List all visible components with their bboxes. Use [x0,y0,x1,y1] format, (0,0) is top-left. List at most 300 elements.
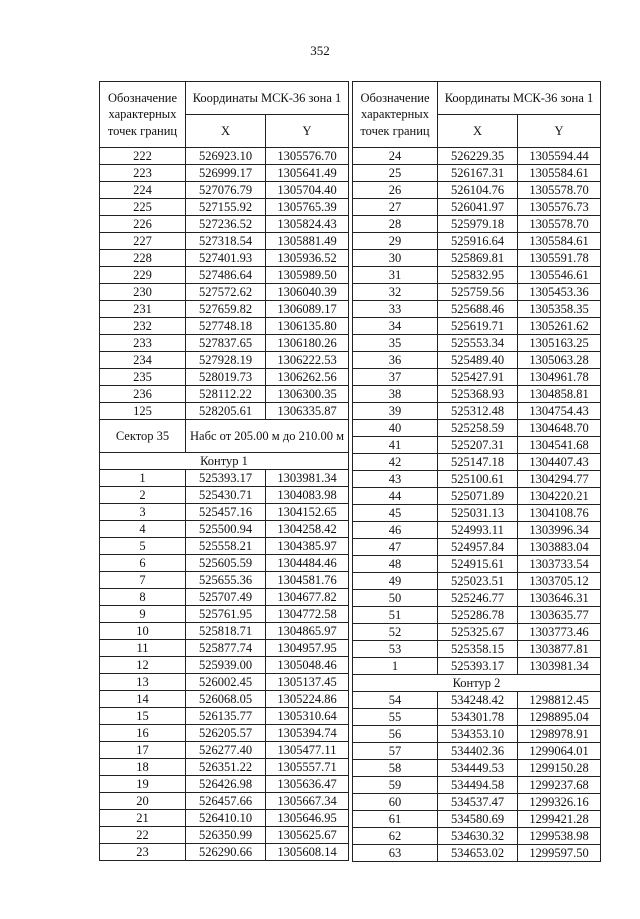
x-coordinate-cell: 525558.21 [186,538,266,555]
page-number: 352 [310,43,330,58]
point-id-cell: 6 [100,555,186,572]
sector-row [100,420,349,453]
x-coordinate-cell: 534402.36 [438,743,518,760]
point-id-cell: 45 [353,505,438,522]
table-row [353,437,601,454]
y-coordinate-cell: 1305704.40 [266,182,349,199]
x-coordinate-cell: 525553.34 [438,335,518,352]
point-id-cell: 233 [100,335,186,352]
point-id-cell: 234 [100,352,186,369]
y-coordinate-cell: 1299150.28 [518,760,601,777]
x-coordinate-cell: 525368.93 [438,386,518,403]
point-id-cell: 58 [353,760,438,777]
table-row [100,318,349,335]
table-row [353,250,601,267]
x-coordinate-cell: 525869.81 [438,250,518,267]
point-id-cell: 14 [100,691,186,708]
point-id-cell: 31 [353,267,438,284]
point-id-cell: 4 [100,521,186,538]
point-id-cell: 57 [353,743,438,760]
x-coordinate-cell: 525312.48 [438,403,518,420]
x-coordinate-cell: 525147.18 [438,454,518,471]
point-id-cell: 1 [100,470,186,487]
table-row [353,165,601,182]
table-row [353,267,601,284]
x-coordinate-cell: 526999.17 [186,165,266,182]
sector-label: Сектор 35 [100,420,186,453]
x-coordinate-cell: 525393.17 [438,658,518,675]
point-id-cell: 37 [353,369,438,386]
table-row [353,522,601,539]
y-coordinate-cell: 1305578.70 [518,216,601,233]
table-row [353,607,601,624]
x-coordinate-cell: 525655.36 [186,572,266,589]
y-coordinate-cell: 1304258.42 [266,521,349,538]
table-row [353,318,601,335]
x-coordinate-cell: 526410.10 [186,810,266,827]
table-row [353,777,601,794]
y-coordinate-cell: 1304108.76 [518,505,601,522]
table-row [353,301,601,318]
y-coordinate-cell: 1306180.26 [266,335,349,352]
x-coordinate-cell: 527928.19 [186,352,266,369]
point-id-cell: 18 [100,759,186,776]
y-coordinate-cell: 1303996.34 [518,522,601,539]
header-y: Y [266,115,349,148]
table-row [353,199,601,216]
point-id-cell: 38 [353,386,438,403]
y-coordinate-cell: 1305824.43 [266,216,349,233]
point-id-cell: 2 [100,487,186,504]
y-coordinate-cell: 1305641.49 [266,165,349,182]
y-coordinate-cell: 1306089.17 [266,301,349,318]
table-row [353,454,601,471]
x-coordinate-cell: 527236.52 [186,216,266,233]
x-coordinate-cell: 534248.42 [438,692,518,709]
y-coordinate-cell: 1303877.81 [518,641,601,658]
y-coordinate-cell: 1299237.68 [518,777,601,794]
y-coordinate-cell: 1305591.78 [518,250,601,267]
y-coordinate-cell: 1305667.34 [266,793,349,810]
x-coordinate-cell: 525393.17 [186,470,266,487]
x-coordinate-cell: 527155.92 [186,199,266,216]
y-coordinate-cell: 1306262.56 [266,369,349,386]
x-coordinate-cell: 534449.53 [438,760,518,777]
table-row [100,810,349,827]
y-coordinate-cell: 1304541.68 [518,437,601,454]
header-x: X [438,115,518,148]
x-coordinate-cell: 525916.64 [438,233,518,250]
y-coordinate-cell: 1299326.16 [518,794,601,811]
contour-label: Контур 1 [100,453,349,470]
point-id-cell: 49 [353,573,438,590]
point-id-cell: 223 [100,165,186,182]
y-coordinate-cell: 1298895.04 [518,709,601,726]
x-coordinate-cell: 525207.31 [438,437,518,454]
x-coordinate-cell: 526104.76 [438,182,518,199]
table-row [100,521,349,538]
x-coordinate-cell: 525358.15 [438,641,518,658]
x-coordinate-cell: 525457.16 [186,504,266,521]
point-id-cell: 22 [100,827,186,844]
x-coordinate-cell: 525500.94 [186,521,266,538]
y-coordinate-cell: 1305453.36 [518,284,601,301]
point-id-cell: 33 [353,301,438,318]
table-row [353,403,601,420]
point-id-cell: 20 [100,793,186,810]
point-id-cell: 5 [100,538,186,555]
point-id-cell: 59 [353,777,438,794]
y-coordinate-cell: 1305636.47 [266,776,349,793]
x-coordinate-cell: 527318.54 [186,233,266,250]
point-id-cell: 24 [353,148,438,165]
x-coordinate-cell: 528205.61 [186,403,266,420]
y-coordinate-cell: 1304220.21 [518,488,601,505]
table-row [100,165,349,182]
table-row [353,709,601,726]
point-id-cell: 43 [353,471,438,488]
point-id-cell: 48 [353,556,438,573]
y-coordinate-cell: 1305608.14 [266,844,349,861]
point-id-cell: 236 [100,386,186,403]
point-id-cell: 47 [353,539,438,556]
table-row [353,352,601,369]
point-id-cell: 55 [353,709,438,726]
point-id-cell: 16 [100,725,186,742]
y-coordinate-cell: 1305881.49 [266,233,349,250]
x-coordinate-cell: 534630.32 [438,828,518,845]
y-coordinate-cell: 1305358.35 [518,301,601,318]
table-row [353,726,601,743]
x-coordinate-cell: 525427.91 [438,369,518,386]
x-coordinate-cell: 525707.49 [186,589,266,606]
table-row [100,352,349,369]
contour-row [100,453,349,470]
y-coordinate-cell: 1305576.73 [518,199,601,216]
point-id-cell: 26 [353,182,438,199]
y-coordinate-cell: 1303981.34 [518,658,601,675]
x-coordinate-cell: 526002.45 [186,674,266,691]
y-coordinate-cell: 1305584.61 [518,165,601,182]
table-row [353,811,601,828]
contour-label: Контур 2 [353,675,601,692]
point-id-cell: 225 [100,199,186,216]
table-row [353,148,601,165]
y-coordinate-cell: 1304385.97 [266,538,349,555]
point-id-cell: 52 [353,624,438,641]
y-coordinate-cell: 1303773.46 [518,624,601,641]
table-row [353,284,601,301]
x-coordinate-cell: 525759.56 [438,284,518,301]
x-coordinate-cell: 525832.95 [438,267,518,284]
table-row [100,487,349,504]
x-coordinate-cell: 526457.66 [186,793,266,810]
y-coordinate-cell: 1304152.65 [266,504,349,521]
x-coordinate-cell: 525031.13 [438,505,518,522]
table-row [353,233,601,250]
point-id-cell: 61 [353,811,438,828]
table-row [100,793,349,810]
point-id-cell: 13 [100,674,186,691]
x-coordinate-cell: 526135.77 [186,708,266,725]
y-coordinate-cell: 1306300.35 [266,386,349,403]
table-row [100,623,349,640]
point-id-cell: 3 [100,504,186,521]
table-row [100,657,349,674]
y-coordinate-cell: 1305137.45 [266,674,349,691]
point-id-cell: 8 [100,589,186,606]
point-id-cell: 23 [100,844,186,861]
x-coordinate-cell: 534353.10 [438,726,518,743]
y-coordinate-cell: 1305578.70 [518,182,601,199]
table-row [353,335,601,352]
table-row [100,335,349,352]
point-id-cell: 226 [100,216,186,233]
contour-row [353,675,601,692]
table-row [353,828,601,845]
table-row [353,539,601,556]
y-coordinate-cell: 1306222.53 [266,352,349,369]
x-coordinate-cell: 526351.22 [186,759,266,776]
point-id-cell: 25 [353,165,438,182]
table-row [100,504,349,521]
y-coordinate-cell: 1304581.76 [266,572,349,589]
table-row [100,691,349,708]
table-row [100,776,349,793]
table-row [100,674,349,691]
point-id-cell: 17 [100,742,186,759]
point-id-cell: 46 [353,522,438,539]
point-id-cell: 10 [100,623,186,640]
table-row [353,556,601,573]
point-id-cell: 232 [100,318,186,335]
coordinates-table-right [352,81,601,862]
y-coordinate-cell: 1298978.91 [518,726,601,743]
table-row [100,233,349,250]
table-row [100,538,349,555]
y-coordinate-cell: 1305048.46 [266,657,349,674]
header-designation: Обозначение характерных точек границ [353,82,438,148]
point-id-cell: 222 [100,148,186,165]
table-row [353,624,601,641]
y-coordinate-cell: 1305394.74 [266,725,349,742]
point-id-cell: 7 [100,572,186,589]
y-coordinate-cell: 1305594.44 [518,148,601,165]
x-coordinate-cell: 527837.65 [186,335,266,352]
y-coordinate-cell: 1305584.61 [518,233,601,250]
table-row [100,844,349,861]
x-coordinate-cell: 527572.62 [186,284,266,301]
point-id-cell: 39 [353,403,438,420]
point-id-cell: 21 [100,810,186,827]
table-row [100,386,349,403]
table-row [100,403,349,420]
x-coordinate-cell: 526350.99 [186,827,266,844]
point-id-cell: 30 [353,250,438,267]
x-coordinate-cell: 526229.35 [438,148,518,165]
y-coordinate-cell: 1305063.28 [518,352,601,369]
x-coordinate-cell: 534653.02 [438,845,518,862]
y-coordinate-cell: 1298812.45 [518,692,601,709]
point-id-cell: 227 [100,233,186,250]
y-coordinate-cell: 1305546.61 [518,267,601,284]
table-row [100,742,349,759]
table-row [353,182,601,199]
point-id-cell: 19 [100,776,186,793]
sector-elevation-range: Набс от 205.00 м до 210.00 м [186,420,349,453]
table-row [100,708,349,725]
x-coordinate-cell: 526041.97 [438,199,518,216]
x-coordinate-cell: 526923.10 [186,148,266,165]
table-row [100,759,349,776]
x-coordinate-cell: 525023.51 [438,573,518,590]
x-coordinate-cell: 528019.73 [186,369,266,386]
header-designation: Обозначение характерных точек границ [100,82,186,148]
table-row [353,573,601,590]
table-row [100,640,349,657]
table-row [353,471,601,488]
y-coordinate-cell: 1305765.39 [266,199,349,216]
y-coordinate-cell: 1303635.77 [518,607,601,624]
y-coordinate-cell: 1305477.11 [266,742,349,759]
x-coordinate-cell: 527486.64 [186,267,266,284]
x-coordinate-cell: 526290.66 [186,844,266,861]
x-coordinate-cell: 526277.40 [186,742,266,759]
point-id-cell: 224 [100,182,186,199]
header-y: Y [518,115,601,148]
table-row [353,488,601,505]
x-coordinate-cell: 525286.78 [438,607,518,624]
y-coordinate-cell: 1303981.34 [266,470,349,487]
y-coordinate-cell: 1305576.70 [266,148,349,165]
y-coordinate-cell: 1304961.78 [518,369,601,386]
point-id-cell: 54 [353,692,438,709]
x-coordinate-cell: 525100.61 [438,471,518,488]
point-id-cell: 42 [353,454,438,471]
x-coordinate-cell: 527748.18 [186,318,266,335]
point-id-cell: 9 [100,606,186,623]
point-id-cell: 32 [353,284,438,301]
table-row [353,794,601,811]
point-id-cell: 56 [353,726,438,743]
point-id-cell: 28 [353,216,438,233]
point-id-cell: 230 [100,284,186,301]
y-coordinate-cell: 1299597.50 [518,845,601,862]
x-coordinate-cell: 526167.31 [438,165,518,182]
table-row [100,827,349,844]
point-id-cell: 125 [100,403,186,420]
y-coordinate-cell: 1304083.98 [266,487,349,504]
y-coordinate-cell: 1305936.52 [266,250,349,267]
table-row [100,725,349,742]
table-row [100,267,349,284]
table-row [100,369,349,386]
x-coordinate-cell: 525489.40 [438,352,518,369]
y-coordinate-cell: 1304754.43 [518,403,601,420]
table-row [353,420,601,437]
point-id-cell: 35 [353,335,438,352]
y-coordinate-cell: 1306135.80 [266,318,349,335]
y-coordinate-cell: 1304407.43 [518,454,601,471]
table-row [100,555,349,572]
point-id-cell: 41 [353,437,438,454]
x-coordinate-cell: 528112.22 [186,386,266,403]
x-coordinate-cell: 525877.74 [186,640,266,657]
table-row [100,199,349,216]
point-id-cell: 51 [353,607,438,624]
x-coordinate-cell: 525761.95 [186,606,266,623]
x-coordinate-cell: 527401.93 [186,250,266,267]
x-coordinate-cell: 524993.11 [438,522,518,539]
x-coordinate-cell: 525688.46 [438,301,518,318]
x-coordinate-cell: 526426.98 [186,776,266,793]
x-coordinate-cell: 534494.58 [438,777,518,794]
point-id-cell: 229 [100,267,186,284]
x-coordinate-cell: 525258.59 [438,420,518,437]
x-coordinate-cell: 525071.89 [438,488,518,505]
y-coordinate-cell: 1305163.25 [518,335,601,352]
table-row [353,692,601,709]
table-row [100,572,349,589]
table-row [100,182,349,199]
table-row [100,148,349,165]
table-row [100,606,349,623]
y-coordinate-cell: 1303733.54 [518,556,601,573]
table-row [353,760,601,777]
point-id-cell: 60 [353,794,438,811]
x-coordinate-cell: 525605.59 [186,555,266,572]
x-coordinate-cell: 525939.00 [186,657,266,674]
point-id-cell: 12 [100,657,186,674]
table-row [353,845,601,862]
table-row [353,386,601,403]
table-row [100,216,349,233]
y-coordinate-cell: 1305646.95 [266,810,349,827]
x-coordinate-cell: 527659.82 [186,301,266,318]
y-coordinate-cell: 1305557.71 [266,759,349,776]
point-id-cell: 50 [353,590,438,607]
x-coordinate-cell: 526068.05 [186,691,266,708]
x-coordinate-cell: 534537.47 [438,794,518,811]
x-coordinate-cell: 524957.84 [438,539,518,556]
x-coordinate-cell: 534580.69 [438,811,518,828]
table-row [353,641,601,658]
point-id-cell: 62 [353,828,438,845]
coordinates-table-left [99,81,349,861]
y-coordinate-cell: 1305224.86 [266,691,349,708]
y-coordinate-cell: 1303883.04 [518,539,601,556]
y-coordinate-cell: 1305261.62 [518,318,601,335]
x-coordinate-cell: 527076.79 [186,182,266,199]
y-coordinate-cell: 1306040.39 [266,284,349,301]
point-id-cell: 1 [353,658,438,675]
y-coordinate-cell: 1304677.82 [266,589,349,606]
y-coordinate-cell: 1303646.31 [518,590,601,607]
point-id-cell: 34 [353,318,438,335]
y-coordinate-cell: 1304484.46 [266,555,349,572]
point-id-cell: 27 [353,199,438,216]
y-coordinate-cell: 1304865.97 [266,623,349,640]
point-id-cell: 40 [353,420,438,437]
header-coordinates: Координаты МСК-36 зона 1 [438,82,601,115]
x-coordinate-cell: 524915.61 [438,556,518,573]
table-row [100,250,349,267]
y-coordinate-cell: 1304858.81 [518,386,601,403]
point-id-cell: 11 [100,640,186,657]
y-coordinate-cell: 1304648.70 [518,420,601,437]
table-row [353,658,601,675]
y-coordinate-cell: 1305310.64 [266,708,349,725]
